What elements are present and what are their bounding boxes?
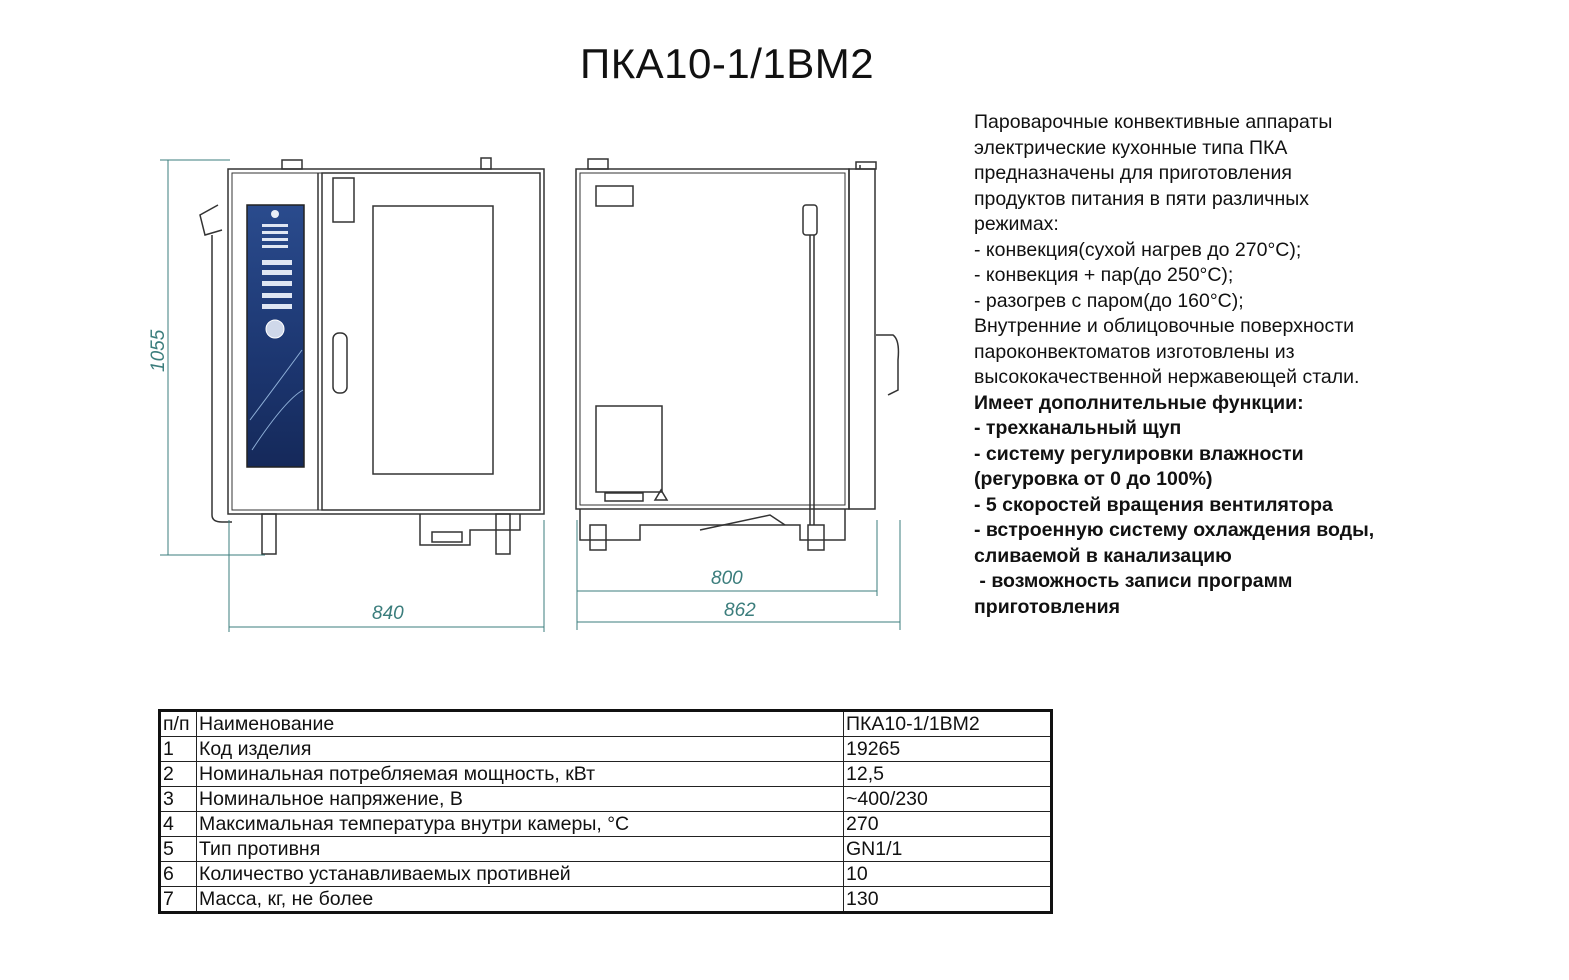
row-value: 10 [844,862,1052,887]
row-name: Масса, кг, не более [197,887,844,913]
description-line: - возможность записи программ [974,570,1293,592]
side-depth-outer-label: 862 [724,600,756,621]
side-label-plate [596,186,633,206]
description-line: режимах: [974,213,1059,235]
side-top-vent [588,159,608,169]
page-title: ПКА10-1/1ВМ2 [580,40,875,87]
side-depth-inner-label: 800 [711,568,743,589]
description-line: сливаемой в канализацию [974,544,1232,567]
front-width-dimension-label: 840 [372,603,404,624]
description-line: - встроенную систему охлаждения воды, [974,519,1375,541]
row-value: 19265 [844,737,1052,762]
control-knob [266,320,284,338]
front-foot [262,514,276,554]
description-line: Пароварочные конвективные аппараты [974,111,1333,133]
row-number: 7 [160,887,197,913]
row-number: 4 [160,812,197,837]
row-name: Максимальная температура внутри камеры, °С [197,812,844,837]
description-line: приготовления [974,595,1121,618]
side-foot [808,525,824,550]
description-line: - 5 скоростей вращения вентилятора [974,493,1333,516]
row-number: 1 [160,737,197,762]
description-line: Имеет дополнительные функции: [974,391,1304,414]
side-probe-holder [803,205,817,235]
description-line: Внутренние и облицовочные поверхности [974,315,1355,337]
table-row [160,887,1052,913]
front-top-vent [481,158,491,169]
row-name: Номинальная потребляемая мощность, кВт [197,762,844,787]
row-value: 12,5 [844,762,1052,787]
row-number: 3 [160,787,197,812]
row-name: Количество устанавливаемых противней [197,862,844,887]
height-dimension-label: 1055 [148,329,169,372]
side-view [576,159,898,550]
header-cell-model: ПКА10-1/1ВМ2 [844,711,1052,737]
row-number: 2 [160,762,197,787]
door-handle [333,333,347,393]
table-row [160,737,1052,762]
description-line: предназначены для приготовления [974,162,1292,184]
table-row [160,837,1052,862]
front-view [200,158,544,554]
row-number: 5 [160,837,197,862]
table-row [160,762,1052,787]
description-line: - разогрев с паром(до 160°С); [974,289,1244,312]
spec-table [158,709,1053,914]
row-name: Номинальное напряжение, В [197,787,844,812]
description-line: пароконвектоматов изготовлены из [974,340,1295,363]
header-cell-name: Наименование [197,711,844,737]
door-label-plate [333,178,354,222]
description-line: - систему регулировки влажности [974,442,1304,465]
row-value: GN1/1 [844,837,1052,862]
side-body [576,169,849,509]
description-line: электрические кухонные типа ПКА [974,136,1288,159]
side-info-plate [596,406,662,492]
table-row [160,812,1052,837]
table-row [160,862,1052,887]
header-cell-number: п/п [160,711,197,737]
product-description [974,110,1444,620]
description-line: высококачественной нержавеющей стали. [974,366,1360,388]
row-name: Тип противня [197,837,844,862]
description-line: (регуровка от 0 до 100%) [974,468,1213,490]
side-foot [590,525,606,550]
row-value: 270 [844,812,1052,837]
description-line: - конвекция(сухой нагрев до 270°С); [974,238,1302,261]
door-window [373,206,493,474]
table-row [160,787,1052,812]
description-line: - трехканальный щуп [974,417,1182,439]
description-line: продуктов питания в пяти различных [974,187,1309,210]
front-top-vent [282,160,302,169]
table-header-row [160,711,1052,737]
front-foot [496,514,510,554]
description-line: - конвекция + пар(до 250°С); [974,264,1234,286]
row-name: Код изделия [197,737,844,762]
row-value: ~400/230 [844,787,1052,812]
row-value: 130 [844,887,1052,913]
row-number: 6 [160,862,197,887]
